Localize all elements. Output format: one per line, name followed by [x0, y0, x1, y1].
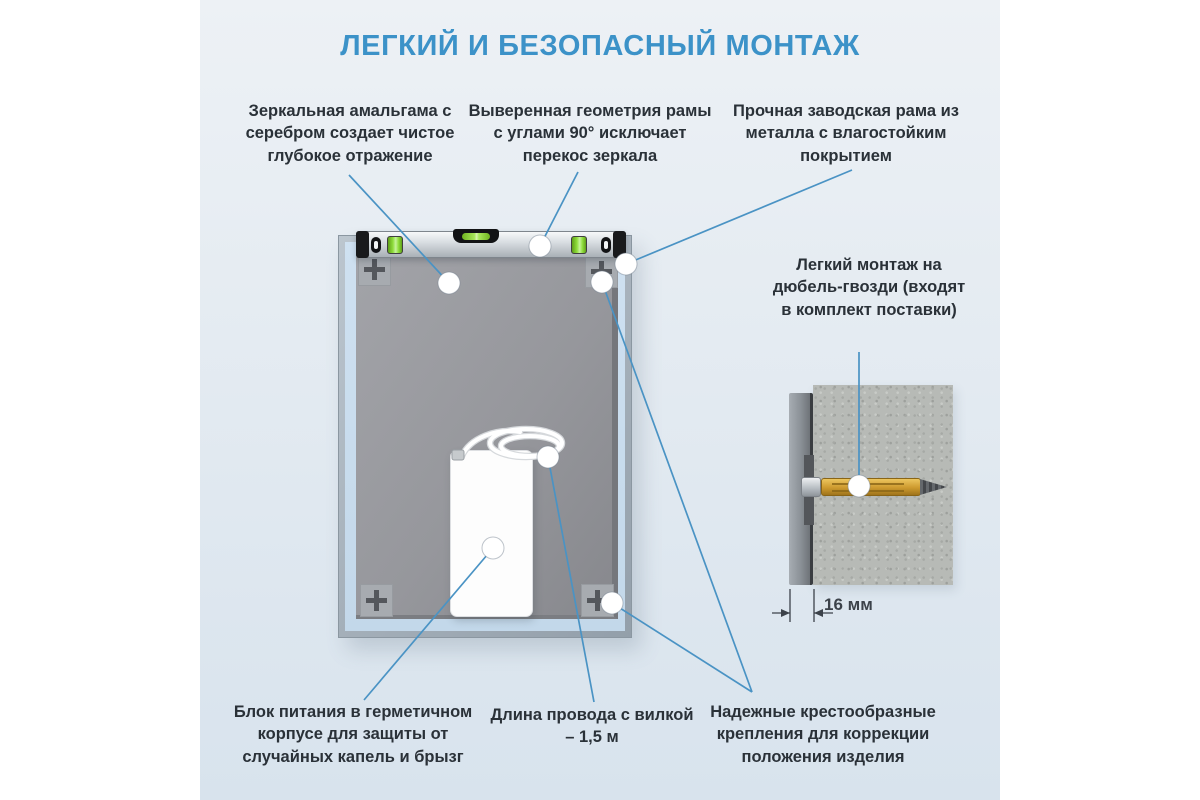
anchor-dot-dowel — [848, 475, 870, 497]
anchor-dot-geometry — [529, 235, 551, 257]
note-geometry: Выверенная геометрия рамы с углами 90° исключает перекос зеркала — [468, 102, 712, 165]
anchor-dot-mount-top — [591, 271, 613, 293]
leader-line-geometry — [540, 172, 578, 246]
leader-line-cord — [548, 457, 594, 702]
leader-line-frame — [626, 170, 852, 264]
leader-line-mounts-top — [602, 282, 752, 692]
anchor-dot-frame — [615, 253, 637, 275]
note-frame: Прочная заводская рама из металла с влагостойким покрытием — [733, 102, 959, 165]
note-amalgam: Зеркальная амальгама с серебром создает чистое глубокое отражение — [245, 102, 455, 165]
dimension-arrow-left — [781, 609, 790, 617]
anchor-dot-amalgam — [438, 272, 460, 294]
note-dowels: Легкий монтаж на дюбель-гвозди (входят в комплект поставки) — [772, 256, 966, 319]
leader-line-mounts-bottom — [612, 603, 752, 692]
page-title: ЛЕГКИЙ И БЕЗОПАСНЫЙ МОНТАЖ — [340, 30, 860, 62]
anchor-dot-power — [482, 537, 504, 559]
leader-line-power — [364, 548, 493, 700]
note-power-supply: Блок питания в герметичном корпусе для защиты от случайных капель и брызг — [233, 703, 473, 766]
leader-line-amalgam — [349, 175, 449, 283]
anchor-dot-cord — [537, 446, 559, 468]
dimension-arrow-right — [814, 609, 823, 617]
dimension-label: 16 мм — [824, 595, 873, 614]
note-cross-mounts: Надежные крестообразные крепления для коррекции положения изделия — [710, 703, 936, 766]
anchor-dot-mount-bottom — [601, 592, 623, 614]
note-cord-length: Длина провода с вилкой – 1,5 м — [490, 706, 694, 747]
